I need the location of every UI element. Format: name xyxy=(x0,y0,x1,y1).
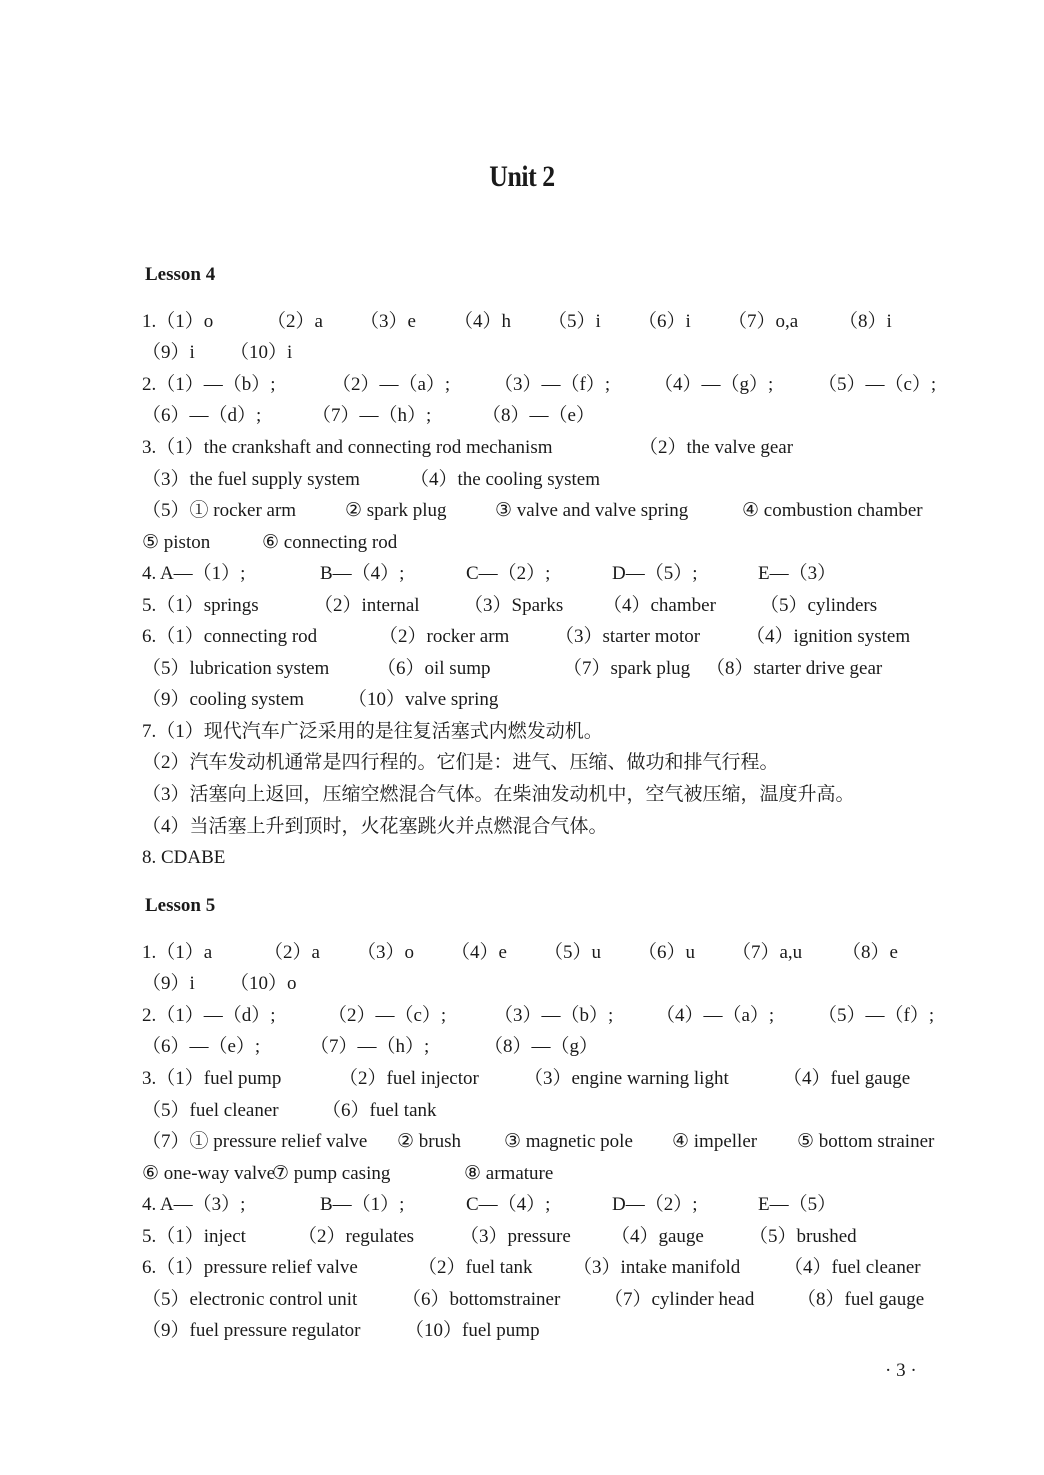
answer-segment: （7）—（h）; xyxy=(310,1036,430,1057)
answer-segment: 1.（1）a xyxy=(142,942,213,963)
answer-segment: （9）fuel pressure regulator xyxy=(142,1320,361,1341)
answer-segment: E—（3） xyxy=(758,563,837,584)
answer-segment: ② spark plug xyxy=(345,500,447,521)
answer-segment: ⑥ connecting rod xyxy=(262,532,398,553)
answer-segment: （4）fuel gauge xyxy=(783,1068,911,1089)
answer-segment: （6）oil sump xyxy=(377,658,491,679)
answer-segment: （6）—（d）; xyxy=(142,405,262,426)
answer-segment: （3）—（b）; xyxy=(494,1005,614,1026)
answer-segment: D—（5）; xyxy=(612,563,698,584)
answer-segment: （5）u xyxy=(544,942,602,963)
answer-segment: （2）internal xyxy=(314,595,420,616)
answer-segment: （8）—（e） xyxy=(482,405,595,426)
answer-segment: （5）fuel cleaner xyxy=(142,1100,279,1121)
answer-segment: ⑤ bottom strainer xyxy=(797,1131,935,1152)
answer-segment: D—（2）; xyxy=(612,1194,698,1215)
answer-segment: 4. A—（3）; xyxy=(142,1194,246,1215)
answer-segment: （2）the valve gear xyxy=(639,437,794,458)
answer-segment: B—（4）; xyxy=(320,563,405,584)
answer-segment: （5）electronic control unit xyxy=(142,1289,358,1310)
answer-segment: （6）—（e）; xyxy=(142,1036,261,1057)
answer-segment: （8）starter drive gear xyxy=(706,658,883,679)
answer-segment: （6）fuel tank xyxy=(322,1100,437,1121)
answer-segment: （5）① rocker arm xyxy=(142,500,297,521)
answer-segment: 1.（1）o xyxy=(142,311,214,332)
answer-segment: （9）i xyxy=(142,973,195,994)
unit-title: Unit 2 xyxy=(489,160,555,193)
answer-segment: （5）brushed xyxy=(749,1226,857,1247)
answer-segment: （6）i xyxy=(638,311,691,332)
answer-segment: ⑧ armature xyxy=(464,1163,554,1184)
answer-segment: （2）—（a）; xyxy=(332,374,451,395)
answer-segment: （8）—（g） xyxy=(484,1036,599,1057)
answer-segment: （4）h xyxy=(454,311,512,332)
answer-segment: （2）fuel injector xyxy=(339,1068,479,1089)
answer-segment: （4）—（g）; xyxy=(654,374,774,395)
answer-segment: 2.（1）—（b）; xyxy=(142,374,276,395)
answer-segment: ③ valve and valve spring xyxy=(495,500,689,521)
answer-segment: （3）the fuel supply system xyxy=(142,469,360,490)
answer-segment: （3）e xyxy=(360,311,416,332)
answer-segment: （10）fuel pump xyxy=(405,1320,540,1341)
answer-segment: B—（1）; xyxy=(320,1194,405,1215)
answer-segment: ④ combustion chamber xyxy=(742,500,923,521)
answer-segment: （2）—（c）; xyxy=(328,1005,447,1026)
answer-segment: ⑦ pump casing xyxy=(272,1163,391,1184)
answer-segment: （4）the cooling system xyxy=(410,469,600,490)
answer-segment: （9）i xyxy=(142,342,195,363)
answer-segment: 5.（1）inject xyxy=(142,1226,246,1247)
answer-segment: （4）gauge xyxy=(611,1226,704,1247)
answer-segment: （7）cylinder head xyxy=(604,1289,755,1310)
answer-segment: ⑥ one-way valve xyxy=(142,1163,276,1184)
answer-segment: （3）o xyxy=(357,942,415,963)
answer-segment: （3）engine warning light xyxy=(524,1068,729,1089)
answer-segment: （8）i xyxy=(839,311,892,332)
lesson-4-title: Lesson 4 xyxy=(145,264,216,285)
answer-segment: （4）—（a）; xyxy=(656,1005,775,1026)
answer-segment: （10）o xyxy=(230,973,297,994)
answer-segment: （4）fuel cleaner xyxy=(784,1257,921,1278)
answer-segment: （3）pressure xyxy=(460,1226,571,1247)
answer-segment: ⑤ piston xyxy=(142,532,211,553)
answer-segment: （4）e xyxy=(451,942,507,963)
answer-segment: （5）—（f）; xyxy=(818,1005,935,1026)
answer-segment: （5）lubrication system xyxy=(142,658,330,679)
answer-segment: （7）—（h）; xyxy=(312,405,432,426)
answer-segment: （9）cooling system xyxy=(142,689,305,710)
answer-segment: 2.（1）—（d）; xyxy=(142,1005,276,1026)
answer-segment: （10）valve spring xyxy=(348,689,499,710)
answer-segment: 6.（1）pressure relief valve xyxy=(142,1257,358,1278)
answer-segment: （6）u xyxy=(638,942,696,963)
answer-segment: （3）starter motor xyxy=(555,626,701,647)
page-number: · 3 · xyxy=(885,1360,917,1381)
answer-segment: （4）chamber xyxy=(603,595,716,616)
answer-segment: （4）ignition system xyxy=(746,626,911,647)
answer-segment: （5）—（c）; xyxy=(818,374,937,395)
answer-segment: （4）当活塞上升到顶时，火花塞跳火并点燃混合气体。 xyxy=(142,816,608,837)
answer-segment: C—（4）; xyxy=(466,1194,551,1215)
answer-segment: （3）—（f）; xyxy=(494,374,611,395)
answer-segment: （2）汽车发动机通常是四行程的。它们是：进气、压缩、做功和排气行程。 xyxy=(142,752,779,773)
answer-segment: C—（2）; xyxy=(466,563,551,584)
answer-segment: 5.（1）springs xyxy=(142,595,259,616)
answer-segment: （5）i xyxy=(548,311,601,332)
answer-segment: 4. A—（1）; xyxy=(142,563,246,584)
lesson-5-title: Lesson 5 xyxy=(145,895,216,916)
answer-segment: ③ magnetic pole xyxy=(504,1131,633,1152)
answer-segment: （7）o,a xyxy=(728,311,799,332)
answer-segment: （7）spark plug xyxy=(563,658,691,679)
answer-segment: E—（5） xyxy=(758,1194,837,1215)
answer-segment: （2）fuel tank xyxy=(418,1257,533,1278)
answer-segment: （2）a xyxy=(267,311,323,332)
answer-segment: （8）fuel gauge xyxy=(797,1289,925,1310)
answer-segment: （2）a xyxy=(264,942,320,963)
answer-segment: （3）Sparks xyxy=(464,595,564,616)
answer-segment: （7）a,u xyxy=(732,942,803,963)
answer-segment: （8）e xyxy=(842,942,898,963)
answer-segment: 3.（1）fuel pump xyxy=(142,1068,282,1089)
answer-segment: 7.（1）现代汽车广泛采用的是往复活塞式内燃发动机。 xyxy=(142,721,603,742)
answer-segment: 8. CDABE xyxy=(142,847,226,868)
answer-segment: （3）活塞向上返回，压缩空燃混合气体。在柴油发动机中，空气被压缩，温度升高。 xyxy=(142,784,855,805)
answer-segment: （2）rocker arm xyxy=(379,626,510,647)
answer-segment: （10）i xyxy=(230,342,293,363)
answer-segment: （5）cylinders xyxy=(760,595,878,616)
answer-segment: 6.（1）connecting rod xyxy=(142,626,318,647)
answer-segment: （6）bottomstrainer xyxy=(402,1289,561,1310)
answer-segment: （7）① pressure relief valve xyxy=(142,1131,368,1152)
answer-segment: （3）intake manifold xyxy=(573,1257,741,1278)
answer-segment: ② brush xyxy=(397,1131,462,1152)
answer-segment: （2）regulates xyxy=(298,1226,415,1247)
answer-segment: ④ impeller xyxy=(672,1131,758,1152)
answer-segment: 3.（1）the crankshaft and connecting rod mechanism xyxy=(142,437,553,458)
